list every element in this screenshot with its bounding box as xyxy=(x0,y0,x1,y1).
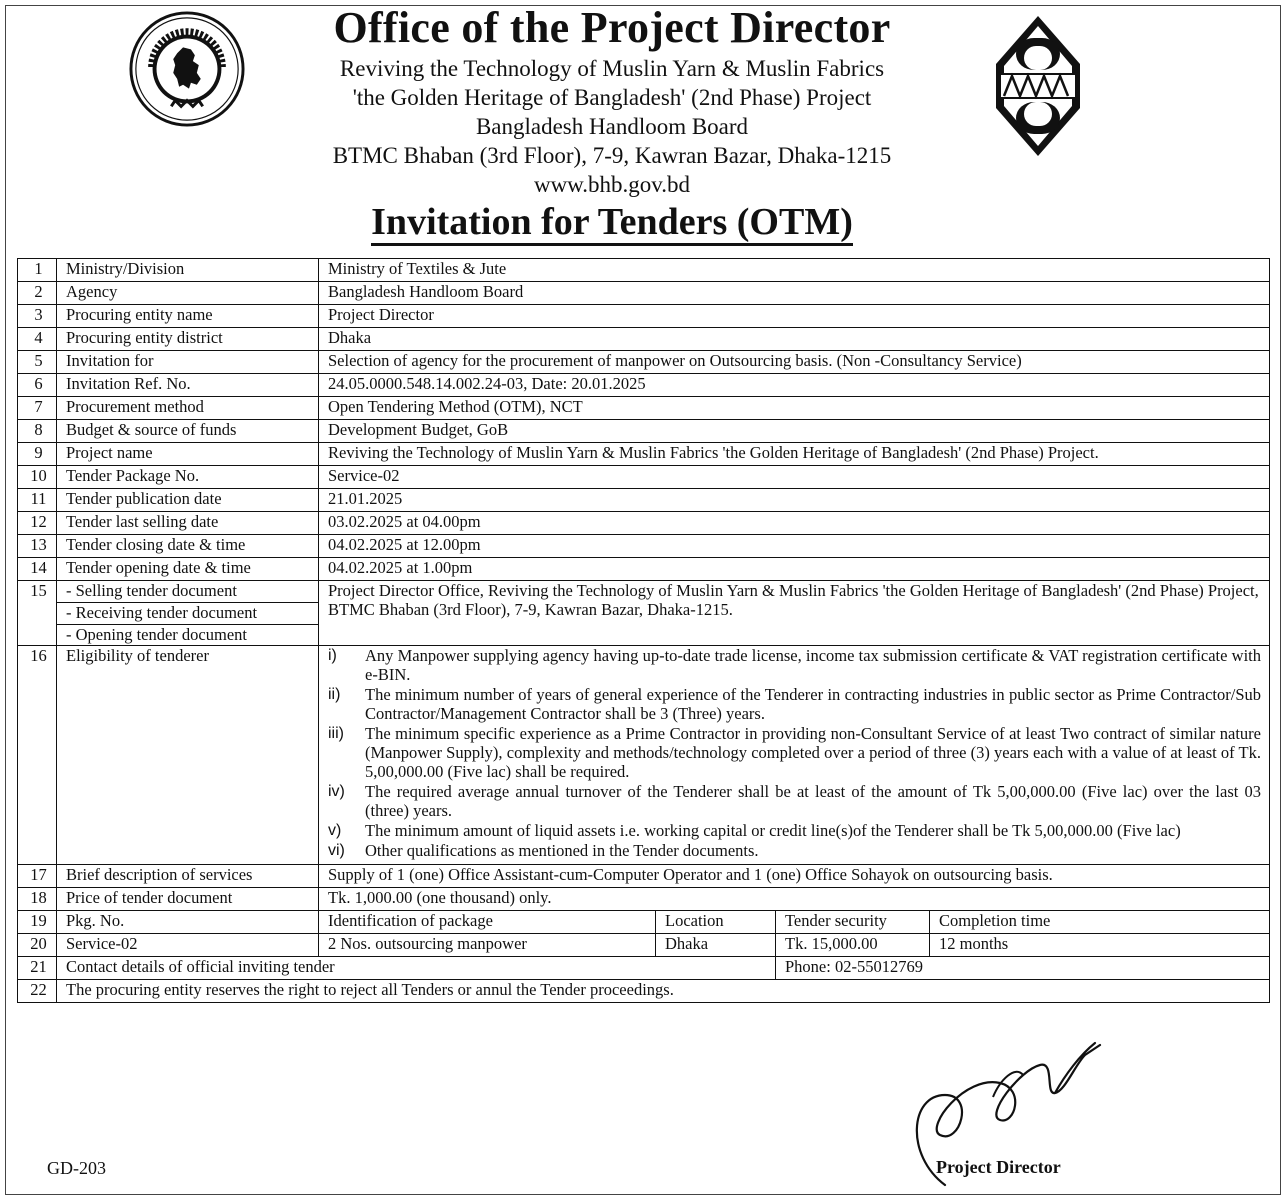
tender-details-table xyxy=(17,258,1270,1003)
table-row xyxy=(18,350,1270,373)
row-value: Ministry of Textiles & Jute xyxy=(319,259,1270,282)
row-serial: 17 xyxy=(18,865,57,888)
row-serial: 1 xyxy=(18,259,57,282)
table-row xyxy=(18,419,1270,442)
row-value: 04.02.2025 at 1.00pm xyxy=(319,557,1270,580)
row-serial: 18 xyxy=(18,888,57,911)
table-row xyxy=(18,442,1270,465)
table-row xyxy=(18,304,1270,327)
row-serial: 22 xyxy=(18,979,57,1002)
sub-label: - Receiving tender document xyxy=(57,603,318,625)
package-cell: Tk. 15,000.00 xyxy=(776,934,930,957)
item-number: iv) xyxy=(328,783,345,801)
table-row xyxy=(18,865,1270,888)
table-row xyxy=(18,281,1270,304)
table-row xyxy=(18,557,1270,580)
row-value: Reviving the Technology of Muslin Yarn & Muslin Fabrics 'the Golden Heritage of Bangladesh' (2nd Phase) Project. xyxy=(319,442,1270,465)
list-item xyxy=(328,783,1263,821)
package-column-header: Location xyxy=(656,911,776,934)
row-value: Open Tendering Method (OTM), NCT xyxy=(319,396,1270,419)
row-label: Invitation for xyxy=(57,350,319,373)
package-column-header: Completion time xyxy=(930,911,1270,934)
item-number: vi) xyxy=(328,842,345,860)
row-serial: 6 xyxy=(18,373,57,396)
package-column-header: Tender security xyxy=(776,911,930,934)
row-value: Project Director xyxy=(319,304,1270,327)
item-number: iii) xyxy=(328,725,344,743)
row-label: Contact details of official inviting tender xyxy=(57,957,776,980)
row-value: Tk. 1,000.00 (one thousand) only. xyxy=(319,888,1270,911)
row-label: Tender last selling date xyxy=(57,511,319,534)
row-serial: 14 xyxy=(18,557,57,580)
row-serial: 3 xyxy=(18,304,57,327)
list-item xyxy=(328,842,1263,861)
package-cell: Service-02 xyxy=(57,934,319,957)
eligibility-list xyxy=(328,647,1263,861)
item-text: The minimum number of years of general experience of the Tenderer in contracting industries in public sector as Prime Contractor/Sub Contractor/Management Contractor shall be 3 (Three) years. xyxy=(365,685,1261,724)
row-serial: 15 xyxy=(18,580,57,646)
header-line-board: Bangladesh Handloom Board xyxy=(475,114,749,139)
row-value: 24.05.0000.548.14.002.24-03, Date: 20.01.2025 xyxy=(319,373,1270,396)
signatory-title: Project Director xyxy=(936,1157,1061,1177)
item-text: The required average annual turnover of the Tenderer shall be at least of the amount of Tk 5,00,000.00 (Five lac) over the last 03 (three) years. xyxy=(365,782,1261,821)
row-label: Brief description of services xyxy=(57,865,319,888)
table-row-reservation xyxy=(18,979,1270,1002)
table-row xyxy=(18,511,1270,534)
header-line-project: Reviving the Technology of Muslin Yarn & Muslin Fabrics xyxy=(339,56,885,81)
package-column-header: Pkg. No. xyxy=(57,911,319,934)
item-text: The minimum specific experience as a Prime Contractor in providing non-Consultant Service of at least Two contract of similar nature (Manpower Supply), complexity and methods/technology completed over a period of three (3) years each with a value of at least of Tk. 5,00,000.00 (Five lac) shall be required. xyxy=(365,724,1261,782)
row-serial: 13 xyxy=(18,534,57,557)
item-text: The minimum amount of liquid assets i.e. working capital or credit line(s)of the Tenderer shall be Tk 5,00,000.00 (Five lac) xyxy=(365,821,1181,841)
row-serial: 8 xyxy=(18,419,57,442)
row-serial: 7 xyxy=(18,396,57,419)
header-website-link[interactable]: www.bhb.gov.bd xyxy=(533,172,691,197)
list-item xyxy=(328,822,1263,841)
row-label: Procuring entity name xyxy=(57,304,319,327)
row-label: Eligibility of tenderer xyxy=(57,646,319,865)
row-value: 03.02.2025 at 04.00pm xyxy=(319,511,1270,534)
row-serial: 16 xyxy=(18,646,57,865)
row-value: Selection of agency for the procurement of manpower on Outsourcing basis. (Non -Consultancy Service) xyxy=(319,350,1270,373)
row-label: Ministry/Division xyxy=(57,259,319,282)
row-value: Bangladesh Handloom Board xyxy=(319,281,1270,304)
row-serial: 21 xyxy=(18,957,57,980)
row-value: Service-02 xyxy=(319,465,1270,488)
header-line-heritage: 'the Golden Heritage of Bangladesh' (2nd Phase) Project xyxy=(352,85,872,110)
row-value: The procuring entity reserves the right to reject all Tenders or annul the Tender proceedings. xyxy=(57,979,1270,1002)
row-label: Tender closing date & time xyxy=(57,534,319,557)
row-label: Invitation Ref. No. xyxy=(57,373,319,396)
table-row-eligibility xyxy=(18,646,1270,865)
row-value: Project Director Office, Reviving the Technology of Muslin Yarn & Muslin Fabrics 'the Golden Heritage of Bangladesh' (2nd Phase) Project, BTMC Bhaban (3rd Floor), 7-9, Kawran Bazar, Dhaka-1215. xyxy=(319,580,1270,646)
package-header-row xyxy=(18,911,1270,934)
table-row xyxy=(18,534,1270,557)
row-label-group xyxy=(57,580,319,646)
row-serial: 19 xyxy=(18,911,57,934)
row-label: Procuring entity district xyxy=(57,327,319,350)
row-label: Procurement method xyxy=(57,396,319,419)
package-cell: 12 months xyxy=(930,934,1270,957)
item-number: i) xyxy=(328,647,337,665)
office-title: Office of the Project Director xyxy=(333,3,891,52)
list-item xyxy=(328,725,1263,782)
row-value: Dhaka xyxy=(319,327,1270,350)
row-value: Development Budget, GoB xyxy=(319,419,1270,442)
item-number: v) xyxy=(328,822,342,840)
item-text: Any Manpower supplying agency having up-to-date trade license, income tax submission certificate & VAT registration certificate with e-BIN. xyxy=(365,646,1261,685)
package-cell: 2 Nos. outsourcing manpower xyxy=(319,934,656,957)
table-row xyxy=(18,327,1270,350)
list-item xyxy=(328,647,1263,685)
package-data-row xyxy=(18,934,1270,957)
row-serial: 4 xyxy=(18,327,57,350)
header-line-address: BTMC Bhaban (3rd Floor), 7-9, Kawran Bazar, Dhaka-1215 xyxy=(332,143,892,168)
eligibility-list-cell xyxy=(319,646,1270,865)
row-serial: 11 xyxy=(18,488,57,511)
table-row xyxy=(18,888,1270,911)
row-label: Budget & source of funds xyxy=(57,419,319,442)
document-code: GD-203 xyxy=(47,1158,106,1178)
row-value: 21.01.2025 xyxy=(319,488,1270,511)
row-label: Tender Package No. xyxy=(57,465,319,488)
row-serial: 12 xyxy=(18,511,57,534)
package-column-header: Identification of package xyxy=(319,911,656,934)
row-label: Price of tender document xyxy=(57,888,319,911)
table-row-document-places xyxy=(18,580,1270,646)
table-row xyxy=(18,396,1270,419)
contact-phone: Phone: 02-55012769 xyxy=(776,957,1270,980)
row-label: Project name xyxy=(57,442,319,465)
row-serial: 10 xyxy=(18,465,57,488)
sub-label: - Opening tender document xyxy=(66,624,247,644)
row-label: Tender opening date & time xyxy=(57,557,319,580)
package-cell: Dhaka xyxy=(656,934,776,957)
list-item xyxy=(328,686,1263,724)
row-serial: 5 xyxy=(18,350,57,373)
table-row xyxy=(18,259,1270,282)
row-serial: 2 xyxy=(18,281,57,304)
row-value: 04.02.2025 at 12.00pm xyxy=(319,534,1270,557)
row-label: Tender publication date xyxy=(57,488,319,511)
table-row xyxy=(18,465,1270,488)
table-row xyxy=(18,488,1270,511)
row-serial: 9 xyxy=(18,442,57,465)
item-number: ii) xyxy=(328,686,341,704)
row-label: Agency xyxy=(57,281,319,304)
table-row-contact xyxy=(18,957,1270,980)
invitation-heading: Invitation for Tenders (OTM) xyxy=(0,200,1224,244)
sub-label: - Selling tender document xyxy=(57,581,318,603)
table-row xyxy=(18,373,1270,396)
row-serial: 20 xyxy=(18,934,57,957)
item-text: Other qualifications as mentioned in the Tender documents. xyxy=(365,841,759,861)
row-value: Supply of 1 (one) Office Assistant-cum-Computer Operator and 1 (one) Office Sohayok on outsourcing basis. xyxy=(319,865,1270,888)
